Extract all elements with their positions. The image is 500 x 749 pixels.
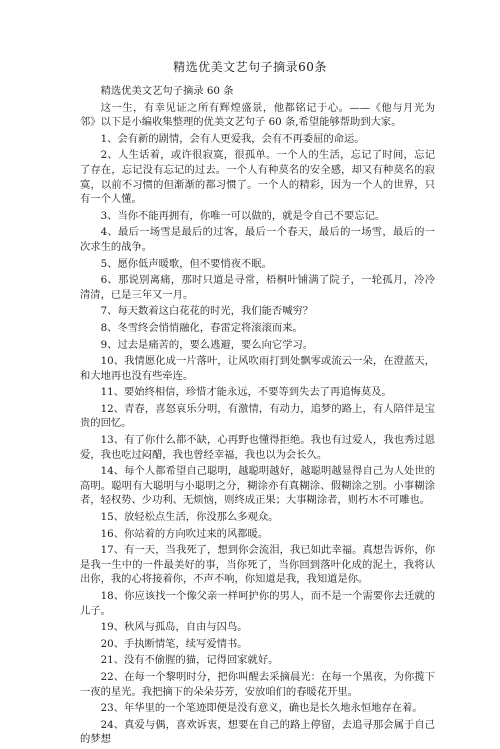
paragraph: 7、每天数着这白花花的时光，我们能否喊穷？: [100, 305, 314, 318]
paragraph: 19、秋风与孤岛，自由与囚鸟。: [100, 621, 248, 634]
paragraph: 17、有一天，当我死了，想到你会流泪，我已如此幸福。真想告诉你，你是我一生中的一件最美好的事，当你死了，当你回到落叶化成的泥土，我将认出你，我的心将接着你，不声不响，你知道是我，我知道是你。: [80, 544, 435, 586]
paragraph: 18、你应该找一个像父亲一样呵护你的男人，而不是一个需要你去迁就的儿子。: [80, 590, 435, 617]
paragraph: 这一生，有幸见证之所有辉煌盛景，他都铭记于心。——《他与月光为邻》以下是小编收集整理的优美文艺句子 60 条,希望能够帮助到大家。: [80, 101, 435, 129]
paragraph: 14、每个人都希望自己聪明，越聪明越好，越聪明越显得自己为人处世的高明。聪明有大聪明与小聪明之分，糊涂亦有真糊涂、假糊涂之别。小事糊涂者，轻权势、少功利、无烦恼，则终成正果；大事糊涂者，则朽木不可雕也。: [80, 465, 435, 507]
paragraph: 11、要始终相信，珍惜才能永远，不要等到失去了再追悔莫及。: [100, 386, 392, 399]
paragraph: 9、过去是痛苦的，要么逃避，要么向它学习。: [100, 338, 314, 351]
paragraph: 6、那说别离痛，那时只道是寻常，梧桐叶铺满了院子，一轮孤月，冷冷清清，已是三年又一月。: [80, 274, 435, 301]
paragraph: 23、年华里的一个笔迹即便是没有意义，确也是长久地永恒地存在着。: [100, 702, 423, 715]
paragraph: 21、没有不偷腥的猫，记得回家就好。: [100, 654, 279, 667]
paragraph: 15、放轻松点生活，你没那么多观众。: [100, 511, 279, 524]
paragraph: 1、会有新的剧情，会有人更爱我，会有不再委屈的命运。: [100, 132, 365, 145]
paragraph: 22、在每一个黎明时分，把你叫醒去采摘晨光：在每一个黑夜，为你揽下一夜的星光。我把摘下的朵朵芬芳，安放咱们的春暖花开里。: [80, 670, 435, 698]
document-subtitle: 精选优美文艺句子摘录 60 条: [100, 85, 234, 97]
paragraph: 12、青春，喜怒哀乐分明，有激情，有动力，追梦的路上，有人陪伴是宝贵的回忆。: [80, 402, 435, 430]
paragraph: 10、我情愿化成一片落叶，让风吹雨打到处飘零或流云一朵，在澄蓝天，和大地再也没有些牵连。: [80, 355, 435, 382]
paragraph: 16、你站着的方向吹过来的风都暖。: [100, 527, 269, 540]
paragraph: 20、手执断情笔，续写爱情书。: [100, 637, 248, 650]
paragraph: 4、最后一场雪是最后的过客，最后一个春天，最后的一场雪，最后的一次求生的战争。: [80, 226, 435, 253]
paragraph: 13、有了你什么都不缺，心再野也懂得拒绝。我也有过爱人，我也秀过恩爱，我也吃过闷醋，我也曾经幸福，我也以为会长久。: [80, 434, 435, 461]
paragraph: 2、人生话着，或许很寂寞，很孤单。一个人的生活，忘记了时间，忘记了存在，忘记没有忘记的过去。一个人有种莫名的安全感，却又有种莫名的寂寞，以前不习惯的但渐渐的都习惯了。一个人的精彩，因为一个人的世界，只有一个人懂。: [80, 149, 435, 206]
page-title: 精选优美文艺句子摘录60条: [173, 60, 327, 74]
paragraph: 3、当你不能再拥有，你唯一可以做的，就是令自己不要忘记。: [100, 209, 386, 222]
paragraph: 8、冬雪终会悄悄融化，春雷定将滚滚而来。: [100, 321, 303, 334]
paragraph: 24、真爱与偶，喜欢诉衷，想要在自己的路上停留，去追寻那会属于自己的梦想: [80, 718, 435, 746]
paragraph: 5、愿你低声暖歌，但不要悄夜不眠。: [100, 257, 272, 270]
document-body: [80, 84, 435, 749]
